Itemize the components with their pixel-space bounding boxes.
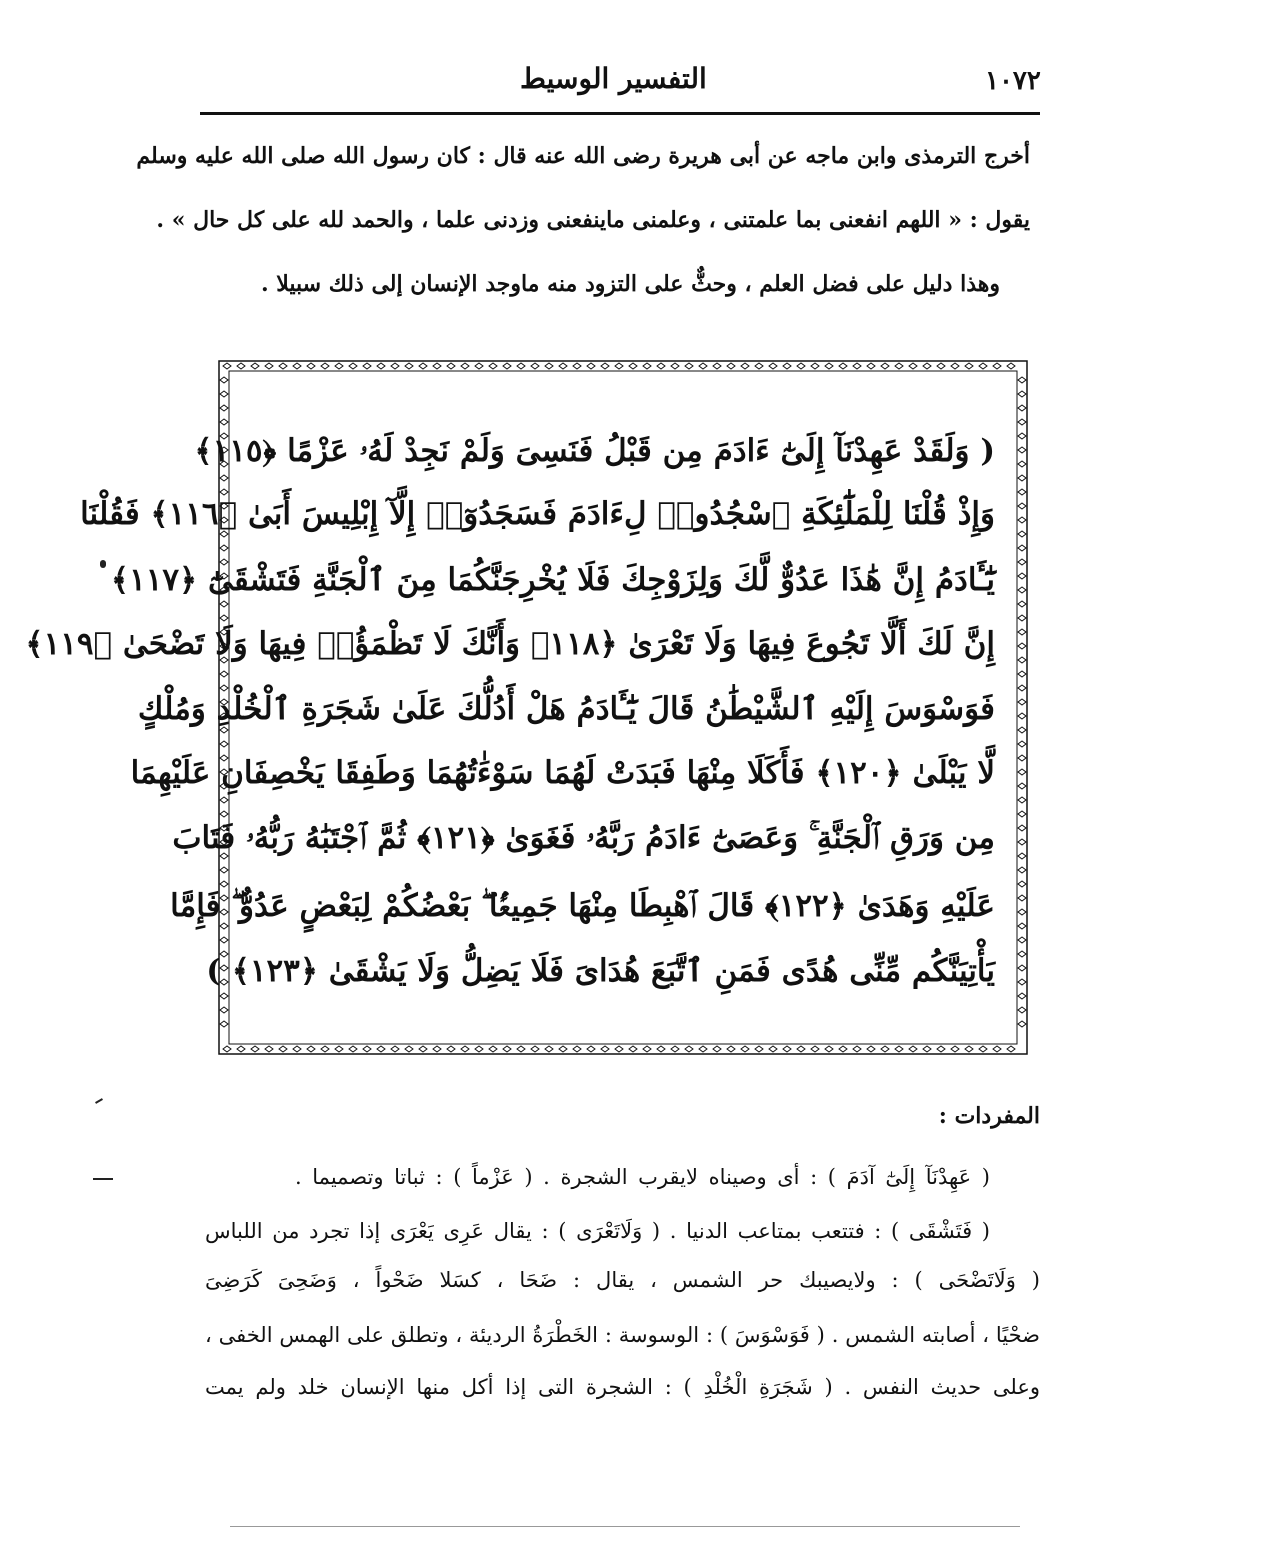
border-ornament (1018, 1007, 1026, 1013)
border-ornament (1018, 531, 1026, 537)
border-ornament (1018, 671, 1026, 677)
border-ornament (1018, 601, 1026, 607)
border-ornament (1018, 573, 1026, 579)
border-ornament (1018, 811, 1026, 817)
border-ornament (1018, 377, 1026, 383)
border-ornament (993, 363, 1001, 369)
verse-line: ( وَلَقَدْ عَهِدْنَآ إِلَىٰٓ ءَادَمَ مِن قَبْلُ فَنَسِىَ وَلَمْ نَجِدْ لَهُۥ عَزْمًا ﴿١١٥﴾ (194, 433, 995, 469)
border-ornament (783, 363, 791, 369)
border-ornament (979, 363, 987, 369)
border-ornament (1018, 545, 1026, 551)
border-ornament (601, 1046, 609, 1052)
border-ornament (559, 1046, 567, 1052)
border-ornament (391, 363, 399, 369)
border-ornament (377, 1046, 385, 1052)
intro-line: يقول : « اللهم انفعنى بما علمتنى ، وعلمنى ماينفعنى وزدنى علما ، والحمد لله على كل حال » . (156, 207, 1030, 233)
border-ornament (220, 377, 228, 383)
border-ornament (349, 363, 357, 369)
border-ornament (895, 1046, 903, 1052)
border-ornament (220, 937, 228, 943)
border-ornament (1018, 699, 1026, 705)
border-ornament (1018, 825, 1026, 831)
border-ornament (923, 363, 931, 369)
border-ornament (503, 363, 511, 369)
border-ornament (279, 1046, 287, 1052)
verse-line: وَإِذْ قُلْنَا لِلْمَلَٰٓئِكَةِ ٱسْجُدُوا۟ لِءَادَمَ فَسَجَدُوٓا۟ إِلَّآ إِبْلِيسَ أَبَىٰ ﴿١١٦﴾ فَقُلْنَا (80, 496, 995, 532)
border-ornament (220, 475, 228, 481)
quran-verses-frame (25, 355, 1033, 1060)
border-ornament (1018, 783, 1026, 789)
border-ornament (825, 1046, 833, 1052)
verse-line: لَّا يَبْلَىٰ ﴿١٢٠﴾ فَأَكَلَا مِنْهَا فَبَدَتْ لَهُمَا سَوْءَٰتُهُمَا وَطَفِقَا يَخْصِفَانِ عَلَيْهِمَا (130, 755, 995, 791)
border-ornament (741, 1046, 749, 1052)
border-ornament (405, 1046, 413, 1052)
border-ornament (1007, 1046, 1015, 1052)
border-ornament (755, 1046, 763, 1052)
border-ornament (937, 363, 945, 369)
border-ornament (1018, 895, 1026, 901)
border-ornament (979, 1046, 987, 1052)
border-ornament (1018, 559, 1026, 565)
border-ornament (685, 1046, 693, 1052)
border-ornament (951, 363, 959, 369)
border-ornament (1018, 475, 1026, 481)
border-ornament (279, 363, 287, 369)
border-ornament (237, 1046, 245, 1052)
border-ornament (1018, 685, 1026, 691)
border-ornament (573, 1046, 581, 1052)
border-ornament (391, 1046, 399, 1052)
border-ornament (1018, 965, 1026, 971)
border-ornament (797, 363, 805, 369)
border-ornament (699, 1046, 707, 1052)
border-ornament (545, 1046, 553, 1052)
border-ornament (503, 1046, 511, 1052)
border-ornament (1018, 769, 1026, 775)
border-ornament (447, 1046, 455, 1052)
border-ornament (811, 1046, 819, 1052)
border-ornament (713, 363, 721, 369)
border-ornament (587, 363, 595, 369)
border-ornament (293, 363, 301, 369)
intro-line: أخرج الترمذى وابن ماجه عن أبى هريرة رضى الله عنه قال : كان رسول الله صلى الله عليه وسلم (136, 143, 1030, 169)
border-ornament (377, 363, 385, 369)
border-ornament (769, 1046, 777, 1052)
header-rule (200, 112, 1040, 115)
border-ornament (1018, 405, 1026, 411)
running-header-title: التفسير الوسيط (520, 62, 707, 95)
border-ornament (265, 1046, 273, 1052)
page-number: ١٠٧٢ (985, 66, 1041, 96)
verse-line: مِن وَرَقِ ٱلْجَنَّةِ ۚ وَعَصَىٰٓ ءَادَمُ رَبَّهُۥ فَغَوَىٰ ﴿١٢١﴾ ثُمَّ ٱجْتَبَٰهُ رَبُّهُۥ فَتَابَ (172, 820, 995, 856)
border-ornament (671, 363, 679, 369)
border-ornament (265, 363, 273, 369)
border-ornament (220, 419, 228, 425)
margin-mark (100, 560, 106, 568)
border-ornament (601, 363, 609, 369)
border-ornament (853, 1046, 861, 1052)
border-ornament (657, 363, 665, 369)
border-ornament (559, 363, 567, 369)
border-ornament (615, 1046, 623, 1052)
border-ornament (220, 1021, 228, 1027)
border-ornament (433, 1046, 441, 1052)
border-ornament (321, 1046, 329, 1052)
border-ornament (220, 741, 228, 747)
border-ornament (1018, 629, 1026, 635)
border-ornament (965, 363, 973, 369)
border-ornament (839, 363, 847, 369)
border-ornament (713, 1046, 721, 1052)
border-ornament (220, 867, 228, 873)
border-ornament (1018, 881, 1026, 887)
border-ornament (727, 1046, 735, 1052)
border-ornament (1018, 923, 1026, 929)
border-ornament (405, 363, 413, 369)
margin-mark (95, 1098, 103, 1104)
border-ornament (251, 363, 259, 369)
border-ornament (1018, 755, 1026, 761)
border-ornament (220, 881, 228, 887)
border-ornament (657, 1046, 665, 1052)
border-ornament (321, 363, 329, 369)
border-ornament (839, 1046, 847, 1052)
border-ornament (1007, 363, 1015, 369)
border-ornament (1018, 993, 1026, 999)
border-ornament (1018, 461, 1026, 467)
border-ornament (1018, 517, 1026, 523)
border-ornament (965, 1046, 973, 1052)
border-ornament (909, 363, 917, 369)
border-ornament (1018, 657, 1026, 663)
border-ornament (881, 1046, 889, 1052)
border-ornament (419, 363, 427, 369)
border-ornament (237, 363, 245, 369)
border-ornament (1018, 937, 1026, 943)
border-ornament (220, 601, 228, 607)
border-ornament (951, 1046, 959, 1052)
border-ornament (825, 363, 833, 369)
border-ornament (223, 363, 231, 369)
border-ornament (1018, 797, 1026, 803)
border-ornament (1018, 979, 1026, 985)
border-ornament (1018, 391, 1026, 397)
border-ornament (419, 1046, 427, 1052)
border-ornament (220, 1007, 228, 1013)
border-ornament (335, 363, 343, 369)
border-ornament (797, 1046, 805, 1052)
border-ornament (1018, 853, 1026, 859)
border-ornament (335, 1046, 343, 1052)
border-ornament (909, 1046, 917, 1052)
border-ornament (587, 1046, 595, 1052)
vocabulary-line: ( عَهِدْنَآ إِلَىٰٓ آدَمَ ) : أى وصيناه لايقرب الشجرة . ( عَزْماً ) : ثباتا وتصميما . (295, 1165, 990, 1189)
border-ornament (220, 545, 228, 551)
border-ornament (1018, 727, 1026, 733)
border-ornament (475, 1046, 483, 1052)
border-ornament (531, 1046, 539, 1052)
border-ornament (220, 671, 228, 677)
border-ornament (937, 1046, 945, 1052)
border-ornament (307, 1046, 315, 1052)
border-ornament (293, 1046, 301, 1052)
border-ornament (699, 363, 707, 369)
border-ornament (1018, 447, 1026, 453)
border-ornament (461, 1046, 469, 1052)
border-ornament (489, 1046, 497, 1052)
vocabulary-line: ( فَتَشْقَى ) : فتتعب بمتاعب الدنيا . ( وَلَاتَعْرَى ) : يقال عَرِى يَعْرَى إذا تجرد من اللباس (205, 1219, 990, 1243)
border-ornament (615, 363, 623, 369)
vocabulary-line: ( وَلَاتَضْحَى ) : ولايصيبك حر الشمس ، يقال : ضَحَا ، كسَلا ضَحْواً ، وَضَحِىَ كَرَضِىَ (205, 1268, 1040, 1292)
border-ornament (1018, 867, 1026, 873)
border-ornament (1018, 839, 1026, 845)
border-ornament (307, 363, 315, 369)
border-ornament (727, 363, 735, 369)
border-ornament (867, 363, 875, 369)
border-ornament (1018, 433, 1026, 439)
border-ornament (251, 1046, 259, 1052)
border-ornament (223, 1046, 231, 1052)
border-ornament (220, 993, 228, 999)
border-ornament (220, 811, 228, 817)
border-ornament (643, 363, 651, 369)
border-ornament (1018, 587, 1026, 593)
border-ornament (220, 797, 228, 803)
border-ornament (1018, 909, 1026, 915)
border-ornament (220, 405, 228, 411)
border-ornament (517, 1046, 525, 1052)
verse-line: يَٰٓـَٔادَمُ إِنَّ هَٰذَا عَدُوٌّ لَّكَ وَلِزَوْجِكَ فَلَا يُخْرِجَنَّكُمَا مِنَ ٱلْجَنَّةِ فَتَشْقَىٰٓ ﴿١١٧﴾ (110, 562, 995, 598)
border-ornament (741, 363, 749, 369)
border-ornament (1018, 489, 1026, 495)
intro-line: وهذا دليل على فضل العلم ، وحثٌّ على التزود منه ماوجد الإنسان إلى ذلك سبيلا . (260, 271, 1000, 297)
border-ornament (531, 363, 539, 369)
border-ornament (811, 363, 819, 369)
vocabulary-line: وعلى حديث النفس . ( شَجَرَةِ الْخُلْدِ ) : الشجرة التى إذا أكل منها الإنسان خلد ولم يمت (205, 1375, 1040, 1399)
border-ornament (1018, 503, 1026, 509)
border-ornament (867, 1046, 875, 1052)
border-ornament (671, 1046, 679, 1052)
border-ornament (349, 1046, 357, 1052)
border-ornament (643, 1046, 651, 1052)
border-ornament (475, 363, 483, 369)
border-ornament (517, 363, 525, 369)
border-ornament (881, 363, 889, 369)
border-ornament (853, 363, 861, 369)
border-ornament (1018, 643, 1026, 649)
border-ornament (1018, 713, 1026, 719)
verse-line: إِنَّ لَكَ أَلَّا تَجُوعَ فِيهَا وَلَا تَعْرَىٰ ﴿١١٨﴾ وَأَنَّكَ لَا تَظْمَؤُا۟ فِيهَا وَلَا تَضْحَىٰ ﴿١١٩﴾ (25, 626, 995, 662)
border-ornament (489, 363, 497, 369)
border-ornament (220, 391, 228, 397)
border-ornament (461, 363, 469, 369)
border-ornament (629, 363, 637, 369)
border-ornament (685, 363, 693, 369)
border-ornament (1018, 1021, 1026, 1027)
border-ornament (573, 363, 581, 369)
border-ornament (1018, 419, 1026, 425)
border-ornament (545, 363, 553, 369)
border-ornament (1018, 615, 1026, 621)
border-ornament (220, 727, 228, 733)
border-ornament (1018, 951, 1026, 957)
border-ornament (220, 615, 228, 621)
border-ornament (923, 1046, 931, 1052)
vocabulary-line: ضحْيًا ، أصابته الشمس . ( فَوَسْوَسَ ) : الوسوسة : الخَطْرَةُ الرديئة ، وتطلق على الهمس الخفى ، (205, 1323, 1040, 1347)
border-ornament (755, 363, 763, 369)
border-ornament (895, 363, 903, 369)
border-ornament (1018, 741, 1026, 747)
border-ornament (769, 363, 777, 369)
verse-line: عَلَيْهِ وَهَدَىٰ ﴿١٢٢﴾ قَالَ ٱهْبِطَا مِنْهَا جَمِيعًۢا ۖ بَعْضُكُمْ لِبَعْضٍ عَدُوٌّ ۖ فَإِمَّا (170, 888, 995, 924)
verse-line: يَأْتِيَنَّكُم مِّنِّى هُدًى فَمَنِ ٱتَّبَعَ هُدَاىَ فَلَا يَضِلُّ وَلَا يَشْقَىٰ ﴿١٢٣﴾ ) (206, 953, 995, 989)
border-ornament (363, 363, 371, 369)
border-ornament (447, 363, 455, 369)
verse-line: فَوَسْوَسَ إِلَيْهِ ٱلشَّيْطَٰنُ قَالَ يَٰٓـَٔادَمُ هَلْ أَدُلُّكَ عَلَىٰ شَجَرَةِ ٱلْخُلْدِ وَمُلْكٍ (137, 691, 995, 727)
border-ornament (433, 363, 441, 369)
margin-mark (93, 1178, 113, 1180)
border-ornament (220, 489, 228, 495)
border-ornament (629, 1046, 637, 1052)
border-ornament (993, 1046, 1001, 1052)
border-ornament (783, 1046, 791, 1052)
border-ornament (363, 1046, 371, 1052)
vocabulary-heading: المفردات : (938, 1103, 1040, 1129)
bottom-rule (230, 1526, 1020, 1527)
